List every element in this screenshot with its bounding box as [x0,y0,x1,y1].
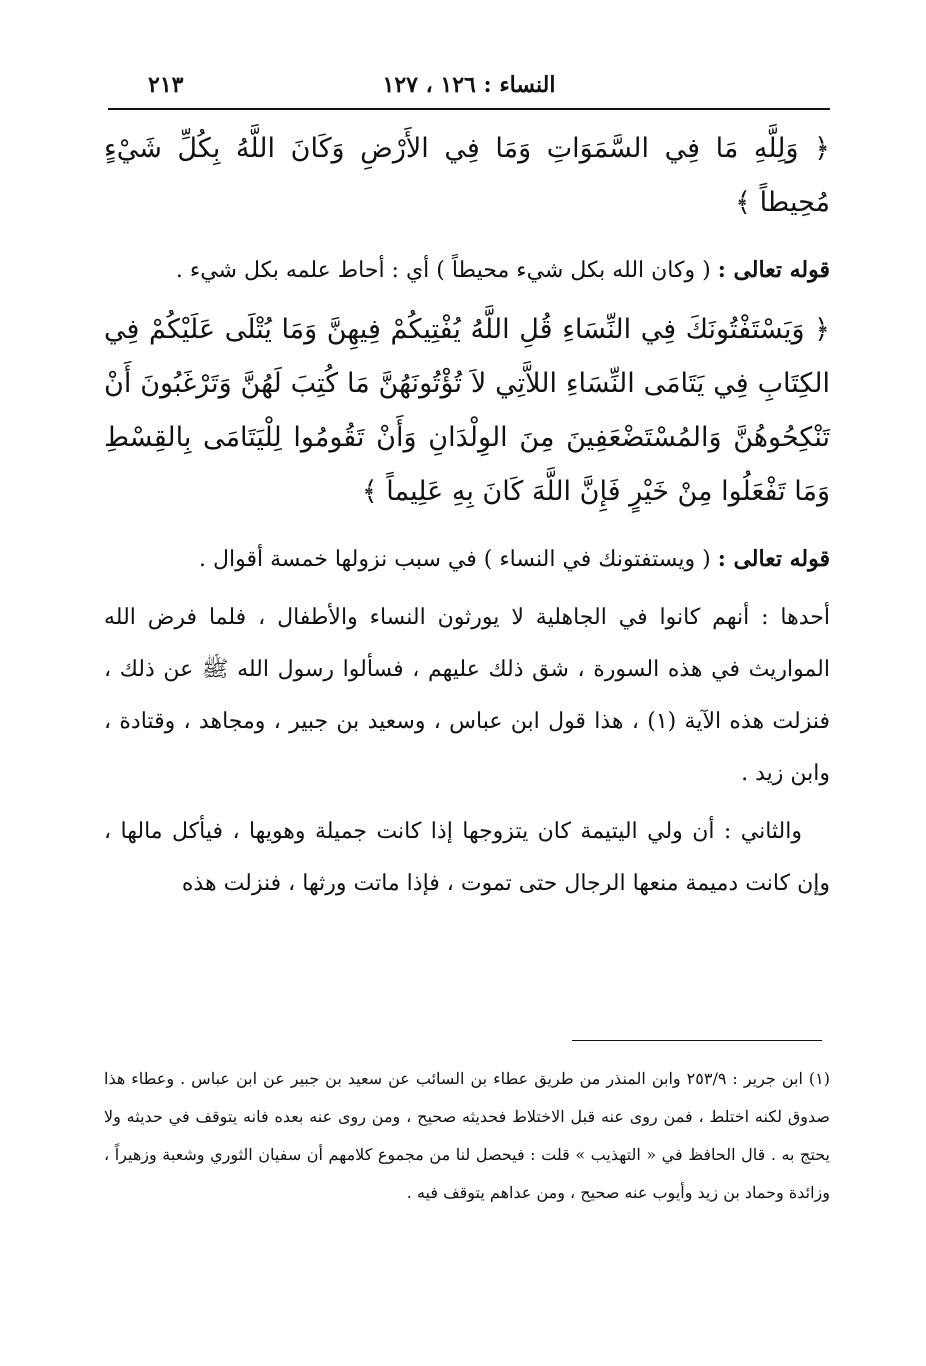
paragraph-second-opinion: والثاني : أن ولي اليتيمة كان يتزوجها إذا كانت جميلة وهويها ، فيأكل مالها ، وإن كانت دميمة منعها الرجال حتى تموت ، فإذا ماتت ورثها ، فنزلت هذه [104,819,830,896]
paragraph-first-opinion: أحدها : أنهم كانوا في الجاهلية لا يورثون النساء والأطفال ، فلما فرض الله المواريث في هذه السورة ، شق ذلك عليهم ، فسألوا رسول الله ﷺ عن ذلك ، فنزلت هذه الآية (١) ، هذا قول ابن عباس ، وسعيد بن جبير ، ومجاهد ، وقتادة ، وابن زيد . [104,605,830,786]
commentary-label: قوله تعالى : [717,546,830,572]
page-header [108,66,830,100]
commentary-127 [104,533,830,586]
commentary-126 [104,244,830,297]
commentary-text: ( وكان الله بكل شيء محيطاً ) أي : أحاط علمه بكل شيء . [175,258,711,283]
footnote-divider [572,1040,822,1041]
footnotes [104,1060,830,1212]
page-number: ٢١٣ [148,72,184,98]
commentary-label: قوله تعالى : [717,257,830,283]
commentary-text: ( ويستفتونك في النساء ) في سبب نزولها خمسة أقوال . [199,547,711,572]
running-title: النساء : ١٢٦ ، ١٢٧ [382,72,556,98]
main-text [104,118,830,910]
quran-verse-127: ﴿ وَيَسْتَفْتُونَكَ فِي النِّسَاءِ قُلِ اللَّهُ يُفْتِيكُمْ فِيهِنَّ وَمَا يُتْلَى عَلَيْكُمْ فِي الكِتَابِ فِي يَتَامَى النِّسَاءِ اللاَّتِي لاَ تُؤْتُونَهُنَّ مَا كُتِبَ لَهُنَّ وَتَرْغَبُونَ أَنْ تَنْكِحُوهُنَّ وَالمُسْتَضْعَفِينَ مِنَ الوِلْدَانِ وَأَنْ تَقُومُوا لِلْيَتَامَى بِالقِسْطِ وَمَا تَفْعَلُوا مِنْ خَيْرٍ فَإِنَّ اللَّهَ كَانَ بِهِ عَلِيماً ﴾ [104,314,830,507]
quran-verse-126: ﴿ وَلِلَّهِ مَا فِي السَّمَوَاتِ وَمَا فِي الأَرْضِ وَكَانَ اللَّهُ بِكُلِّ شَيْءٍ مُحِيطاً ﴾ [104,133,830,218]
footnote-1: (١) ابن جرير : ٢٥٣/٩ وابن المنذر من طريق عطاء بن السائب عن سعيد بن جبير عن ابن عباس . وعطاء هذا صدوق لكنه اختلط ، فمن روى عنه قبل الاختلاط فحديثه صحيح ، ومن روى عنه بعده فانه يتوقف في حديثه ولا يحتج به . قال الحافظ في « التهذيب » قلت : فيحصل لنا من مجموع كلامهم أن سفيان الثوري وشعبة وزهيراً ، وزائدة وحماد بن زيد وأيوب عنه صحيح ، ومن عداهم يتوقف فيه . [104,1069,830,1202]
header-divider [108,108,830,110]
